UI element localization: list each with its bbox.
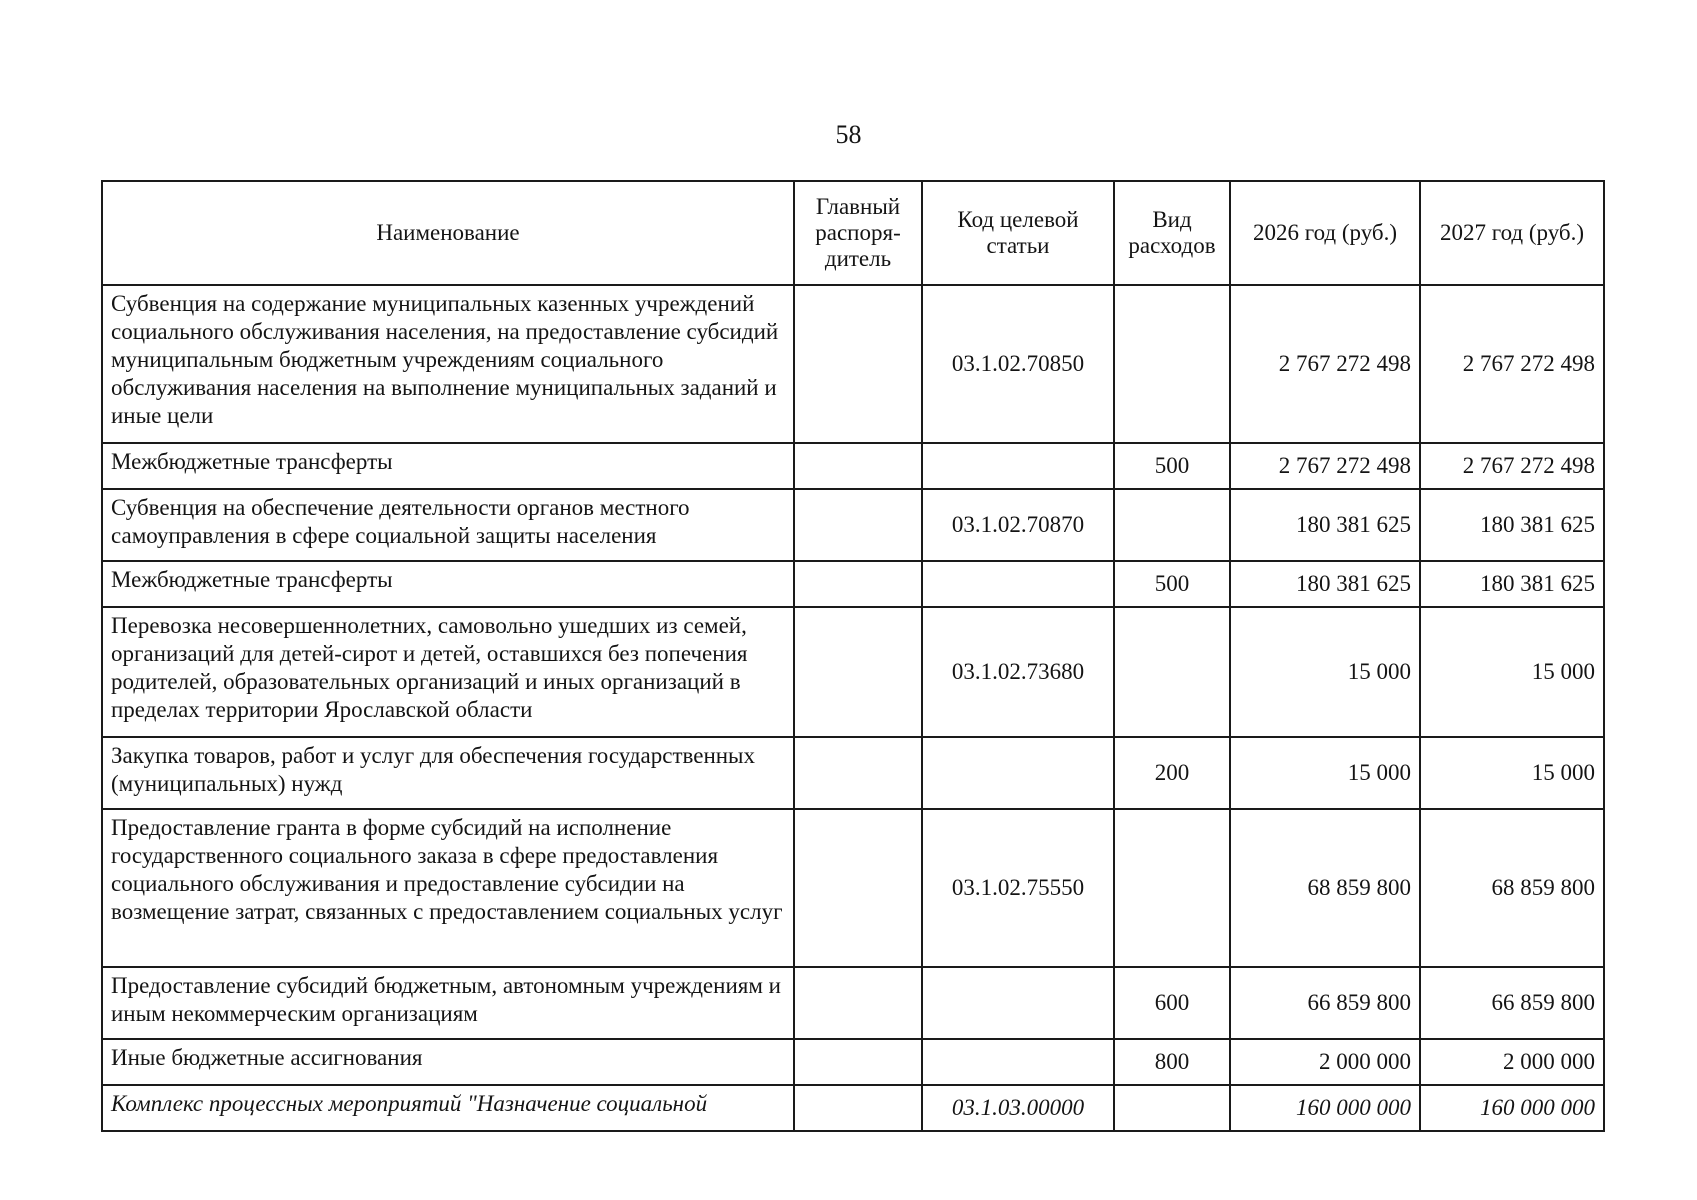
cell-grbs xyxy=(794,443,922,489)
cell-2026: 180 381 625 xyxy=(1230,561,1420,607)
cell-2026: 180 381 625 xyxy=(1230,489,1420,561)
cell-name: Субвенция на обеспечение деятельности органов местного самоуправления в сфере социальной защиты населения xyxy=(102,489,794,561)
cell-grbs xyxy=(794,607,922,737)
cell-vid: 800 xyxy=(1114,1039,1230,1085)
cell-vid xyxy=(1114,489,1230,561)
cell-grbs xyxy=(794,1039,922,1085)
cell-code xyxy=(922,561,1114,607)
cell-2026: 15 000 xyxy=(1230,737,1420,809)
cell-grbs xyxy=(794,489,922,561)
cell-code: 03.1.03.00000 xyxy=(922,1085,1114,1131)
cell-2027: 66 859 800 xyxy=(1420,967,1604,1039)
cell-code: 03.1.02.70870 xyxy=(922,489,1114,561)
cell-2026: 160 000 000 xyxy=(1230,1085,1420,1131)
cell-code: 03.1.02.70850 xyxy=(922,285,1114,443)
cell-2026: 2 767 272 498 xyxy=(1230,443,1420,489)
cell-name: Межбюджетные трансферты xyxy=(102,443,794,489)
table-row xyxy=(102,285,1604,443)
cell-vid xyxy=(1114,809,1230,967)
cell-2027: 160 000 000 xyxy=(1420,1085,1604,1131)
header-name: Наименование xyxy=(102,181,794,285)
cell-grbs xyxy=(794,1085,922,1131)
cell-2026: 15 000 xyxy=(1230,607,1420,737)
header-2027: 2027 год (руб.) xyxy=(1420,181,1604,285)
cell-vid xyxy=(1114,607,1230,737)
cell-code: 03.1.02.73680 xyxy=(922,607,1114,737)
cell-vid xyxy=(1114,1085,1230,1131)
budget-table xyxy=(101,180,1605,1132)
cell-2026: 68 859 800 xyxy=(1230,809,1420,967)
cell-grbs xyxy=(794,285,922,443)
cell-code xyxy=(922,737,1114,809)
table-row xyxy=(102,809,1604,967)
cell-2026: 66 859 800 xyxy=(1230,967,1420,1039)
cell-code: 03.1.02.75550 xyxy=(922,809,1114,967)
table-row xyxy=(102,737,1604,809)
cell-2027: 2 767 272 498 xyxy=(1420,285,1604,443)
cell-vid: 600 xyxy=(1114,967,1230,1039)
cell-name: Перевозка несовершеннолетних, самовольно ушедших из семей, организаций для детей-сирот и детей, оставшихся без попечения родителей, образовательных организаций и иных организаций в пределах территории Ярославской области xyxy=(102,607,794,737)
cell-2027: 180 381 625 xyxy=(1420,561,1604,607)
table-row xyxy=(102,1085,1604,1131)
cell-name: Межбюджетные трансферты xyxy=(102,561,794,607)
cell-grbs xyxy=(794,967,922,1039)
cell-vid xyxy=(1114,285,1230,443)
cell-vid: 200 xyxy=(1114,737,1230,809)
cell-2027: 2 000 000 xyxy=(1420,1039,1604,1085)
cell-name: Субвенция на содержание муниципальных казенных учреждений социального обслуживания населения, на предоставление субсидий муниципальным бюджетным учреждениям социального обслуживания населения на выполнение муниципальных заданий и иные цели xyxy=(102,285,794,443)
table-row xyxy=(102,443,1604,489)
cell-2027: 15 000 xyxy=(1420,737,1604,809)
cell-name: Закупка товаров, работ и услуг для обеспечения государственных (муниципальных) нужд xyxy=(102,737,794,809)
cell-code xyxy=(922,967,1114,1039)
header-grbs: Главный распоря-дитель xyxy=(794,181,922,285)
table-row xyxy=(102,967,1604,1039)
header-vid: Вид расходов xyxy=(1114,181,1230,285)
cell-2027: 180 381 625 xyxy=(1420,489,1604,561)
table-row xyxy=(102,489,1604,561)
page-number: 58 xyxy=(835,120,862,149)
header-code: Код целевой статьи xyxy=(922,181,1114,285)
cell-name: Иные бюджетные ассигнования xyxy=(102,1039,794,1085)
header-row xyxy=(102,181,1604,285)
table-row xyxy=(102,1039,1604,1085)
cell-vid: 500 xyxy=(1114,443,1230,489)
cell-grbs xyxy=(794,737,922,809)
cell-name: Предоставление гранта в форме субсидий на исполнение государственного социального заказа в сфере предоставления социального обслуживания и предоставление субсидии на возмещение затрат, связанных с предоставлением социальных услуг xyxy=(102,809,794,967)
cell-2026: 2 000 000 xyxy=(1230,1039,1420,1085)
cell-vid: 500 xyxy=(1114,561,1230,607)
cell-name: Комплекс процессных мероприятий "Назначение социальной xyxy=(102,1085,794,1131)
cell-code xyxy=(922,1039,1114,1085)
header-2026: 2026 год (руб.) xyxy=(1230,181,1420,285)
cell-name: Предоставление субсидий бюджетным, автономным учреждениям и иным некоммерческим организациям xyxy=(102,967,794,1039)
table-row xyxy=(102,561,1604,607)
cell-2026: 2 767 272 498 xyxy=(1230,285,1420,443)
cell-grbs xyxy=(794,809,922,967)
cell-grbs xyxy=(794,561,922,607)
cell-2027: 68 859 800 xyxy=(1420,809,1604,967)
cell-code xyxy=(922,443,1114,489)
cell-2027: 2 767 272 498 xyxy=(1420,443,1604,489)
cell-2027: 15 000 xyxy=(1420,607,1604,737)
table-row xyxy=(102,607,1604,737)
